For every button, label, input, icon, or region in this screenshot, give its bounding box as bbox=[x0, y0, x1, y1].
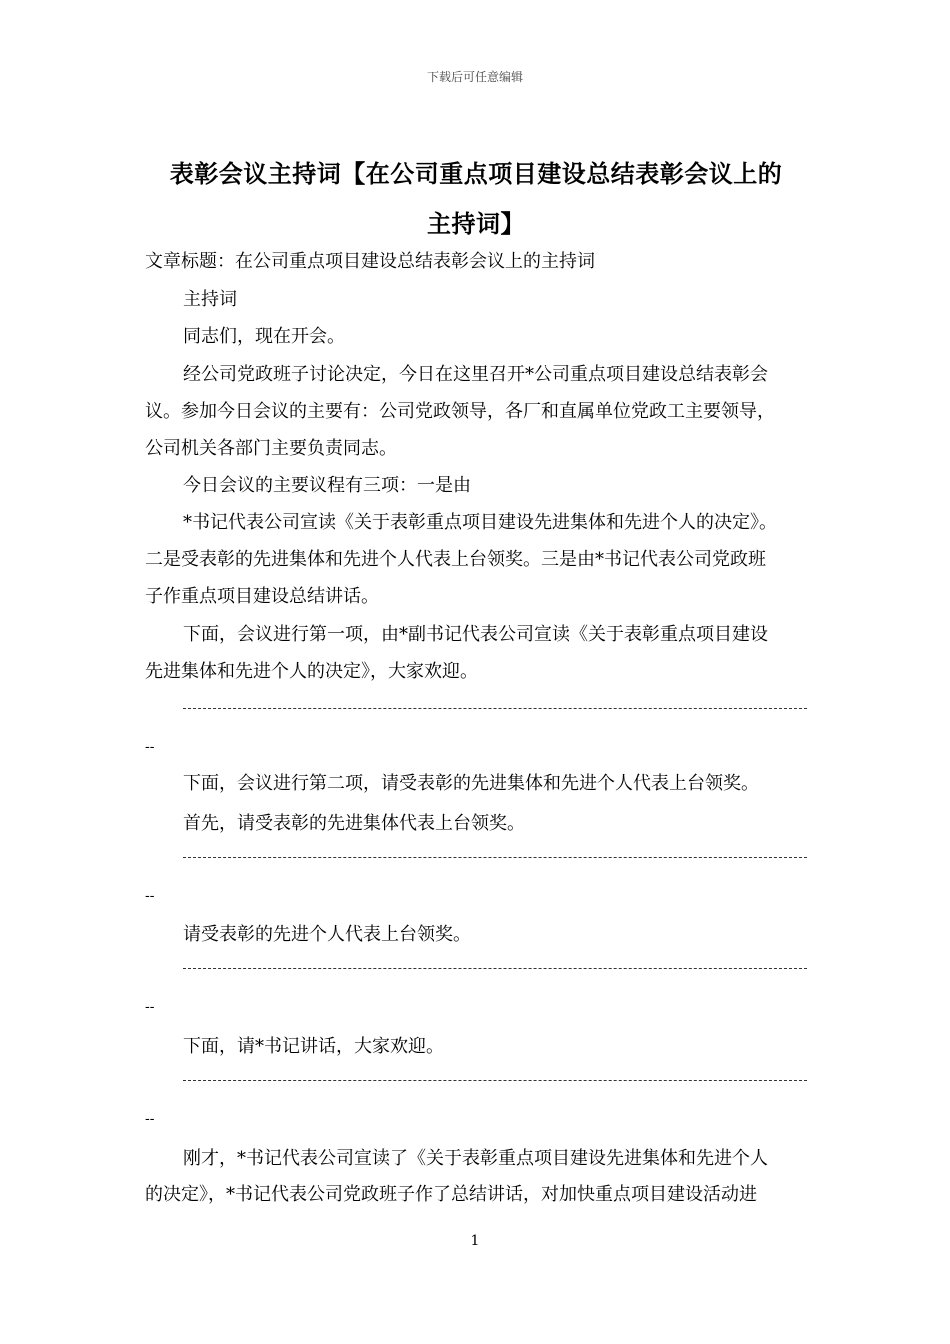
separator-tail: -- bbox=[145, 739, 155, 755]
separator-tail: -- bbox=[145, 999, 155, 1015]
document-title-line2: 主持词】 bbox=[427, 209, 525, 238]
paragraph-line: 今日会议的主要议程有三项：一是由 bbox=[183, 475, 471, 496]
paragraph-line: 公司机关各部门主要负责同志。 bbox=[145, 438, 397, 459]
separator-line bbox=[183, 968, 807, 969]
paragraph-line: 经公司党政班子讨论决定，今日在这里召开*公司重点项目建设总结表彰会 bbox=[183, 364, 768, 385]
separator-line bbox=[183, 708, 807, 709]
paragraph-line: 下面，会议进行第一项，由*副书记代表公司宣读《关于表彰重点项目建设 bbox=[183, 624, 768, 645]
paragraph-line: 请受表彰的先进个人代表上台领奖。 bbox=[183, 924, 471, 945]
header-note: 下载后可任意编辑 bbox=[426, 70, 523, 84]
paragraph-line: *书记代表公司宣读《关于表彰重点项目建设先进集体和先进个人的决定》。 bbox=[183, 512, 777, 533]
paragraph-line: 议。参加今日会议的主要有：公司党政领导，各厂和直属单位党政工主要领导， bbox=[145, 401, 775, 422]
page-number: 1 bbox=[470, 1233, 480, 1249]
separator-tail: -- bbox=[145, 1111, 155, 1127]
paragraph-line: 子作重点项目建设总结讲话。 bbox=[145, 586, 379, 607]
paragraph-line: 下面，会议进行第二项，请受表彰的先进集体和先进个人代表上台领奖。 bbox=[183, 773, 759, 794]
paragraph-line: 下面，请*书记讲话，大家欢迎。 bbox=[183, 1036, 444, 1057]
separator-line bbox=[183, 857, 807, 858]
paragraph-line: 二是受表彰的先进集体和先进个人代表上台领奖。三是由*书记代表公司党政班 bbox=[145, 549, 766, 570]
paragraph-line: 同志们，现在开会。 bbox=[183, 326, 345, 347]
separator-tail: -- bbox=[145, 888, 155, 904]
paragraph-line: 首先，请受表彰的先进集体代表上台领奖。 bbox=[183, 813, 525, 834]
separator-line bbox=[183, 1080, 807, 1081]
paragraph-line: 文章标题：在公司重点项目建设总结表彰会议上的主持词 bbox=[145, 251, 595, 272]
paragraph-line: 主持词 bbox=[183, 289, 237, 310]
paragraph-line: 刚才，*书记代表公司宣读了《关于表彰重点项目建设先进集体和先进个人 bbox=[183, 1148, 768, 1169]
document-title-line1: 表彰会议主持词【在公司重点项目建设总结表彰会议上的 bbox=[169, 159, 783, 188]
paragraph-line: 先进集体和先进个人的决定》，大家欢迎。 bbox=[145, 661, 478, 682]
paragraph-line: 的决定》，*书记代表公司党政班子作了总结讲话，对加快重点项目建设活动进 bbox=[145, 1184, 757, 1205]
